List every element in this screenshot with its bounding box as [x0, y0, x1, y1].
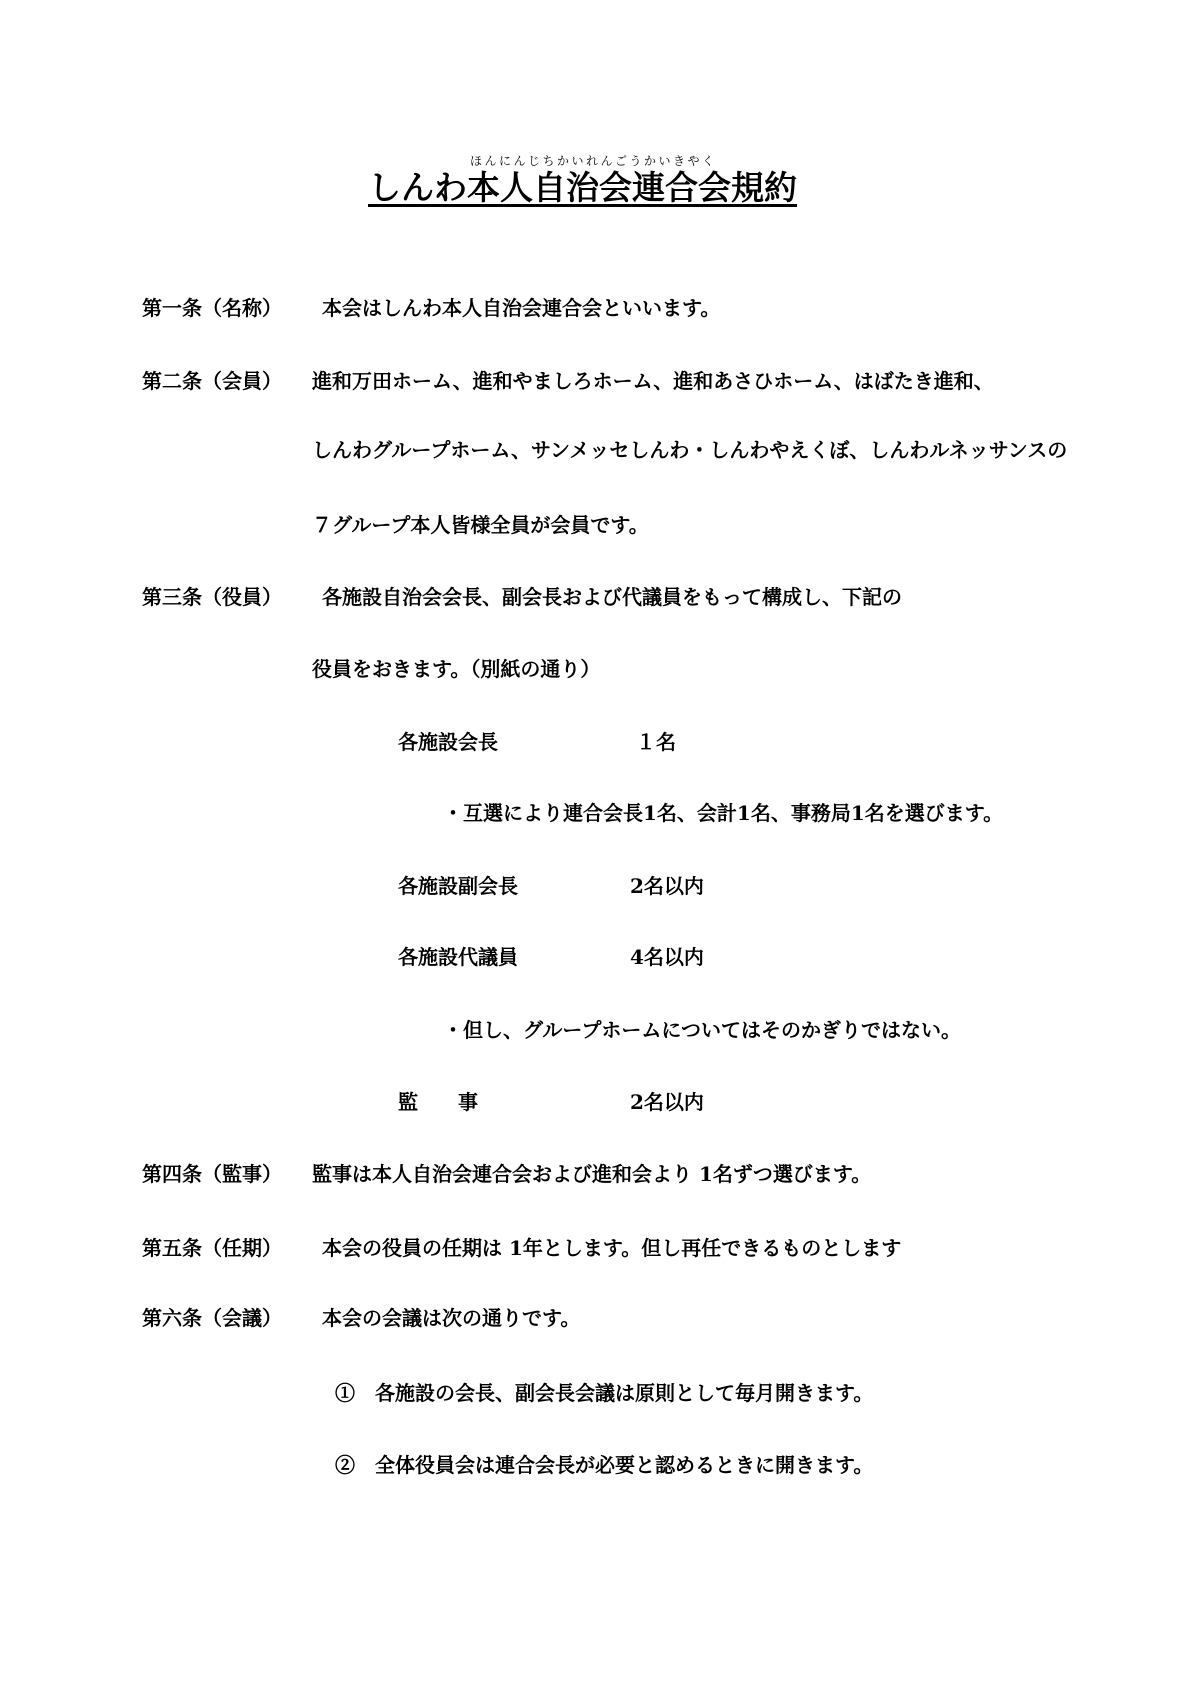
- title-ruby: ほんにんじちかいれんごうかいきやく: [470, 154, 717, 168]
- role-name: 各施設代議員: [398, 945, 518, 969]
- article-2-label: 第二条（会員）: [142, 369, 282, 393]
- role-count: 4名以内: [630, 945, 704, 969]
- article-4-text: 監事は本人自治会連合会および進和会より 1名ずつ選びます。: [312, 1162, 872, 1186]
- article-3-label: 第三条（役員）: [142, 585, 282, 609]
- article-2-text-line3: ７グループ本人皆様全員が会員です。: [312, 513, 649, 537]
- article-1-text: 本会はしんわ本人自治会連合会といいます。: [322, 296, 721, 320]
- page-title: しんわ本人自治会連合会規約: [368, 168, 797, 207]
- role-name: 各施設副会長: [398, 874, 518, 898]
- article-4-label: 第四条（監事）: [142, 1162, 282, 1186]
- role-name: 各施設会長: [398, 730, 498, 754]
- article-6-label: 第六条（会議）: [142, 1306, 282, 1330]
- article-3-note-1: ・互選により連合会長1名、会計1名、事務局1名を選びます。: [443, 801, 1004, 825]
- article-6-item-2: ② 全体役員会は連合会長が必要と認めるときに開きます。: [335, 1453, 874, 1477]
- article-5-label: 第五条（任期）: [142, 1236, 282, 1260]
- article-3-text-line2: 役員をおきます。（別紙の通り）: [312, 657, 601, 681]
- article-3-note-2: ・但し、グループホームについてはそのかぎりではない。: [443, 1018, 961, 1042]
- role-count: 2名以内: [630, 874, 704, 898]
- article-6-text: 本会の会議は次の通りです。: [322, 1306, 581, 1330]
- article-5-text: 本会の役員の任期は 1年とします。但し再任できるものとします: [322, 1236, 902, 1260]
- role-count: 2名以内: [630, 1090, 704, 1114]
- article-1-label: 第一条（名称）: [142, 296, 282, 320]
- article-2-text-line2: しんわグループホーム、サンメッセしんわ・しんわやえくぼ、しんわルネッサンスの: [312, 438, 1068, 462]
- article-2-text-line1: 進和万田ホーム、進和やましろホーム、進和あさひホーム、はばたき進和、: [312, 369, 994, 393]
- article-3-text-line1: 各施設自治会会長、副会長および代議員をもって構成し、下記の: [322, 585, 902, 609]
- role-count: １名: [636, 730, 676, 754]
- article-6-item-1: ① 各施設の会長、副会長会議は原則として毎月開きます。: [335, 1381, 874, 1405]
- role-name: 監 事: [398, 1090, 478, 1114]
